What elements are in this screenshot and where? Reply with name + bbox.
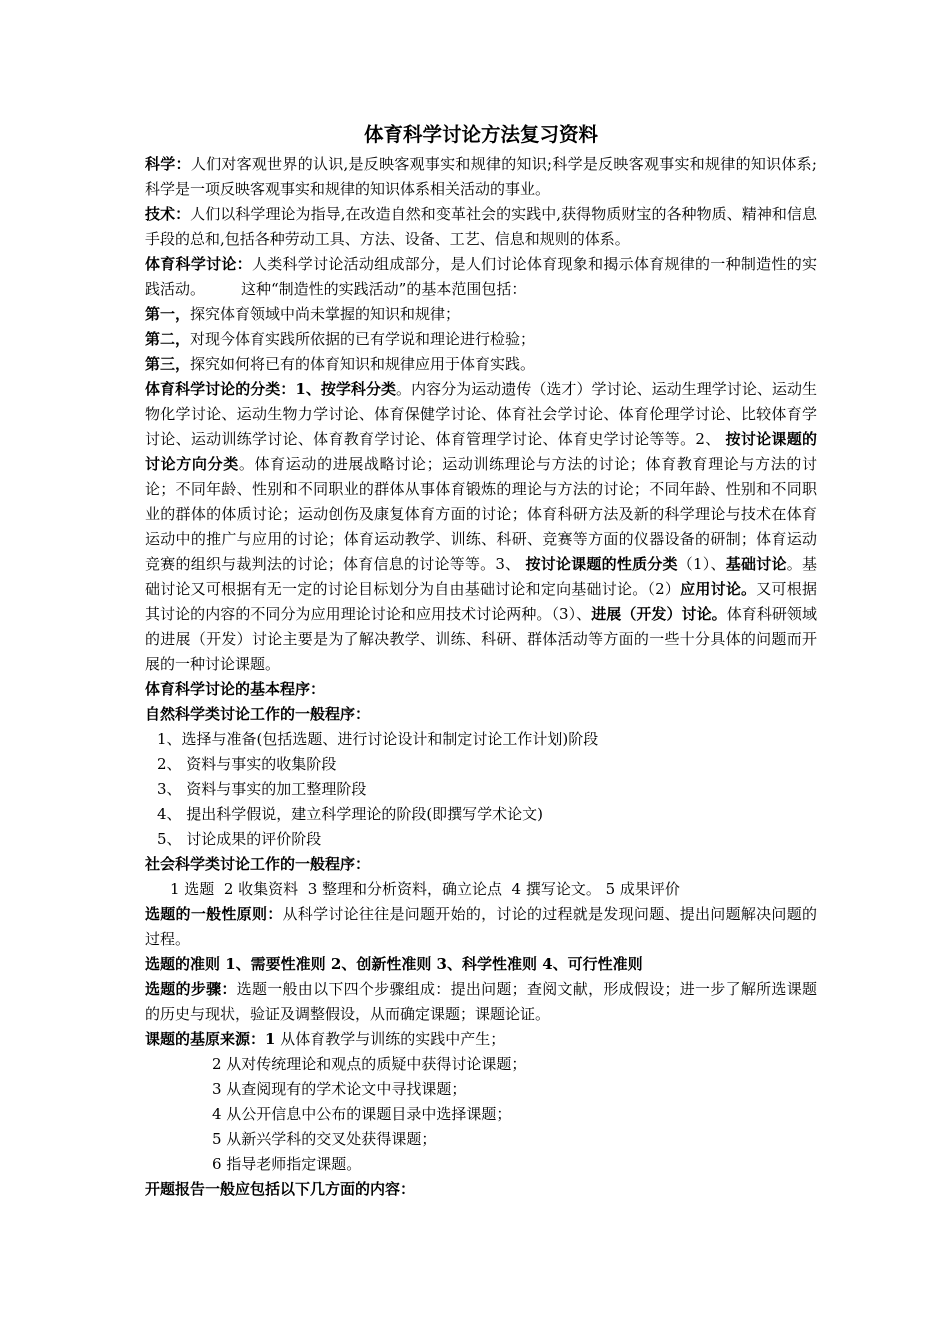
- scope-item: [145, 352, 817, 377]
- science-label: 科学：: [145, 155, 191, 173]
- proposal-heading-text: 开题报告一般应包括以下几方面的内容：: [145, 1180, 416, 1198]
- science-text: 人们对客观世界的认识,是反映客观事实和规律的知识;科学是反映客观事实和规律的知识体系; 科学是一项反映客观事实和规律的知识体系相关活动的事业。: [145, 155, 817, 198]
- topic-source-item: 5 从新兴学科的交叉处获得课题；: [212, 1130, 437, 1148]
- classification-c3-label: 按讨论课题的性质分类: [525, 555, 678, 573]
- topic-sources: [145, 1027, 817, 1052]
- topic-steps-text: 选题一般由以下四个步骤组成：提出问题；查阅文献，形成假设；进一步了解所选课题的历史与现状，验证及调整假设，从而确定课题；课题论证。: [145, 980, 817, 1023]
- basic-research-label: 基础讨论: [725, 555, 787, 573]
- document-page: [145, 118, 817, 1202]
- technology-text: 人们以科学理论为指导,在改造自然和变革社会的实践中,获得物质财宝的各种物质、精神和信息手段的总和,包括各种劳动工具、方法、设备、工艺、信息和规则的体系。: [145, 205, 817, 248]
- classification-c1-text: 。内容分为运动遗传（选才）学讨论、运动生理学讨论、运动生物化学讨论、运动生物力学讨论、体育保健学讨论、体育社会学讨论、体育伦理学讨论、比较体育学讨论、运动训练学讨论、体育教育学讨论、体育管理学讨论、体育史学讨论等等。2、: [145, 380, 817, 448]
- basic-research-text: 。基础讨论又可根据有无一定的讨论目标划分为自由基础讨论和定向基础讨论。（2）: [145, 555, 817, 598]
- classification-section: [145, 377, 817, 677]
- proposal-heading: [145, 1177, 817, 1202]
- science-definition: [145, 152, 817, 202]
- classification-c1-label: 1、按学科分类: [295, 380, 397, 398]
- topic-principle-text: 从科学讨论往往是问题开始的，讨论的过程就是发现问题、提出问题解决问题的过程。: [145, 905, 817, 948]
- social-steps: 1 选题 2 收集资料 3 整理和分析资料，确立论点 4 撰写论文。 5 成果评价: [170, 880, 680, 898]
- sports-research-text: 人类科学讨论活动组成部分，是人们讨论体育现象和揭示体育规律的一种制造性的实践活动。: [145, 255, 817, 298]
- topic-sources-first-text: 从体育教学与训练的实践中产生；: [280, 1030, 506, 1048]
- scope-label: 第一，: [145, 305, 191, 323]
- classification-c3-text: （1）、: [677, 555, 726, 573]
- natural-step: 1、选择与准备(包括选题、进行讨论设计和制定讨论工作计划)阶段: [157, 730, 599, 748]
- topic-sources-label: 课题的基原来源：: [145, 1030, 266, 1048]
- development-research-text: 体育科研领域的进展（开发）讨论主要是为了解决教学、训练、科研、群体活动等方面的一些十分具体的问题而开展的一种讨论课题。: [145, 605, 817, 673]
- topic-steps: [145, 977, 817, 1027]
- topic-source-item: 3 从查阅现有的学术论文中寻找课题；: [212, 1080, 467, 1098]
- development-research-label: 进展（开发）讨论。: [591, 605, 727, 623]
- classification-c2-label: 按讨论课题的讨论方向分类: [145, 430, 817, 473]
- topic-principle: [145, 902, 817, 952]
- topic-principle-label: 选题的一般性原则：: [145, 905, 283, 923]
- technology-definition: [145, 202, 817, 252]
- topic-criteria: [145, 952, 817, 977]
- natural-step: 5、 讨论成果的评价阶段: [157, 830, 322, 848]
- topic-criteria-text: 选题的准则 1、需要性准则 2、创新性准则 3、科学性准则 4、可行性准则: [145, 955, 643, 973]
- technology-label: 技术：: [145, 205, 191, 223]
- applied-research-label: 应用讨论。: [680, 580, 757, 598]
- sports-research-definition: [145, 252, 817, 302]
- natural-step: 2、 资料与事实的收集阶段: [157, 755, 337, 773]
- natural-step: 4、 提出科学假说，建立科学理论的阶段(即撰写学术论文): [157, 805, 544, 823]
- natural-step: 3、 资料与事实的加工整理阶段: [157, 780, 367, 798]
- scope-label: 第二，: [145, 330, 191, 348]
- classification-label: 体育科学讨论的分类：: [145, 380, 296, 398]
- scope-text: 对现今体育实践所依据的已有学说和理论进行检验；: [190, 330, 536, 348]
- scope-item: [145, 327, 817, 352]
- topic-steps-label: 选题的步骤：: [145, 980, 237, 998]
- scope-label: 第三，: [145, 355, 191, 373]
- procedure-heading-text: 体育科学讨论的基本程序：: [145, 680, 326, 698]
- topic-source-item: 4 从公开信息中公布的课题目录中选择课题；: [212, 1105, 512, 1123]
- natural-science-heading: [145, 702, 817, 727]
- document-title: 体育科学讨论方法复习资料: [363, 123, 598, 146]
- topic-sources-first-num: 1: [265, 1030, 276, 1048]
- scope-item: [145, 302, 817, 327]
- sports-research-text2: 这种“制造性的实践活动”的基本范围包括：: [241, 280, 527, 298]
- classification-c2-text: 。体育运动的进展战略讨论；运动训练理论与方法的讨论；体育教育理论与方法的讨论；不同年龄、性别和不同职业的群体从事体育锻炼的理论与方法的讨论；不同年龄、性别和不同职业的群体的体质讨论；运动创伤及康复体育方面的讨论；体育科研方法及新的科学理论与技术在体育运动中的推广与应用的讨论；体育运动教学、训练、科研、竞赛等方面的仪器设备的研制；体育运动竞赛的组织与裁判法的讨论；体育信息的讨论等等。3、: [145, 455, 817, 573]
- procedure-heading: [145, 677, 817, 702]
- sports-research-label: 体育科学讨论：: [145, 255, 252, 273]
- scope-text: 探究如何将已有的体育知识和规律应用于体育实践。: [190, 355, 536, 373]
- social-science-heading-text: 社会科学类讨论工作的一般程序：: [145, 855, 371, 873]
- scope-text: 探究体育领域中尚未掌握的知识和规律；: [190, 305, 461, 323]
- topic-source-item: 6 指导老师指定课题。: [212, 1155, 362, 1173]
- topic-source-item: 2 从对传统理论和观点的质疑中获得讨论课题；: [212, 1055, 527, 1073]
- natural-science-heading-text: 自然科学类讨论工作的一般程序：: [145, 705, 371, 723]
- social-science-heading: [145, 852, 817, 877]
- applied-research-text: 又可根据其讨论的内容的不同分为应用理论讨论和应用技术讨论两种。（3）、: [145, 580, 817, 623]
